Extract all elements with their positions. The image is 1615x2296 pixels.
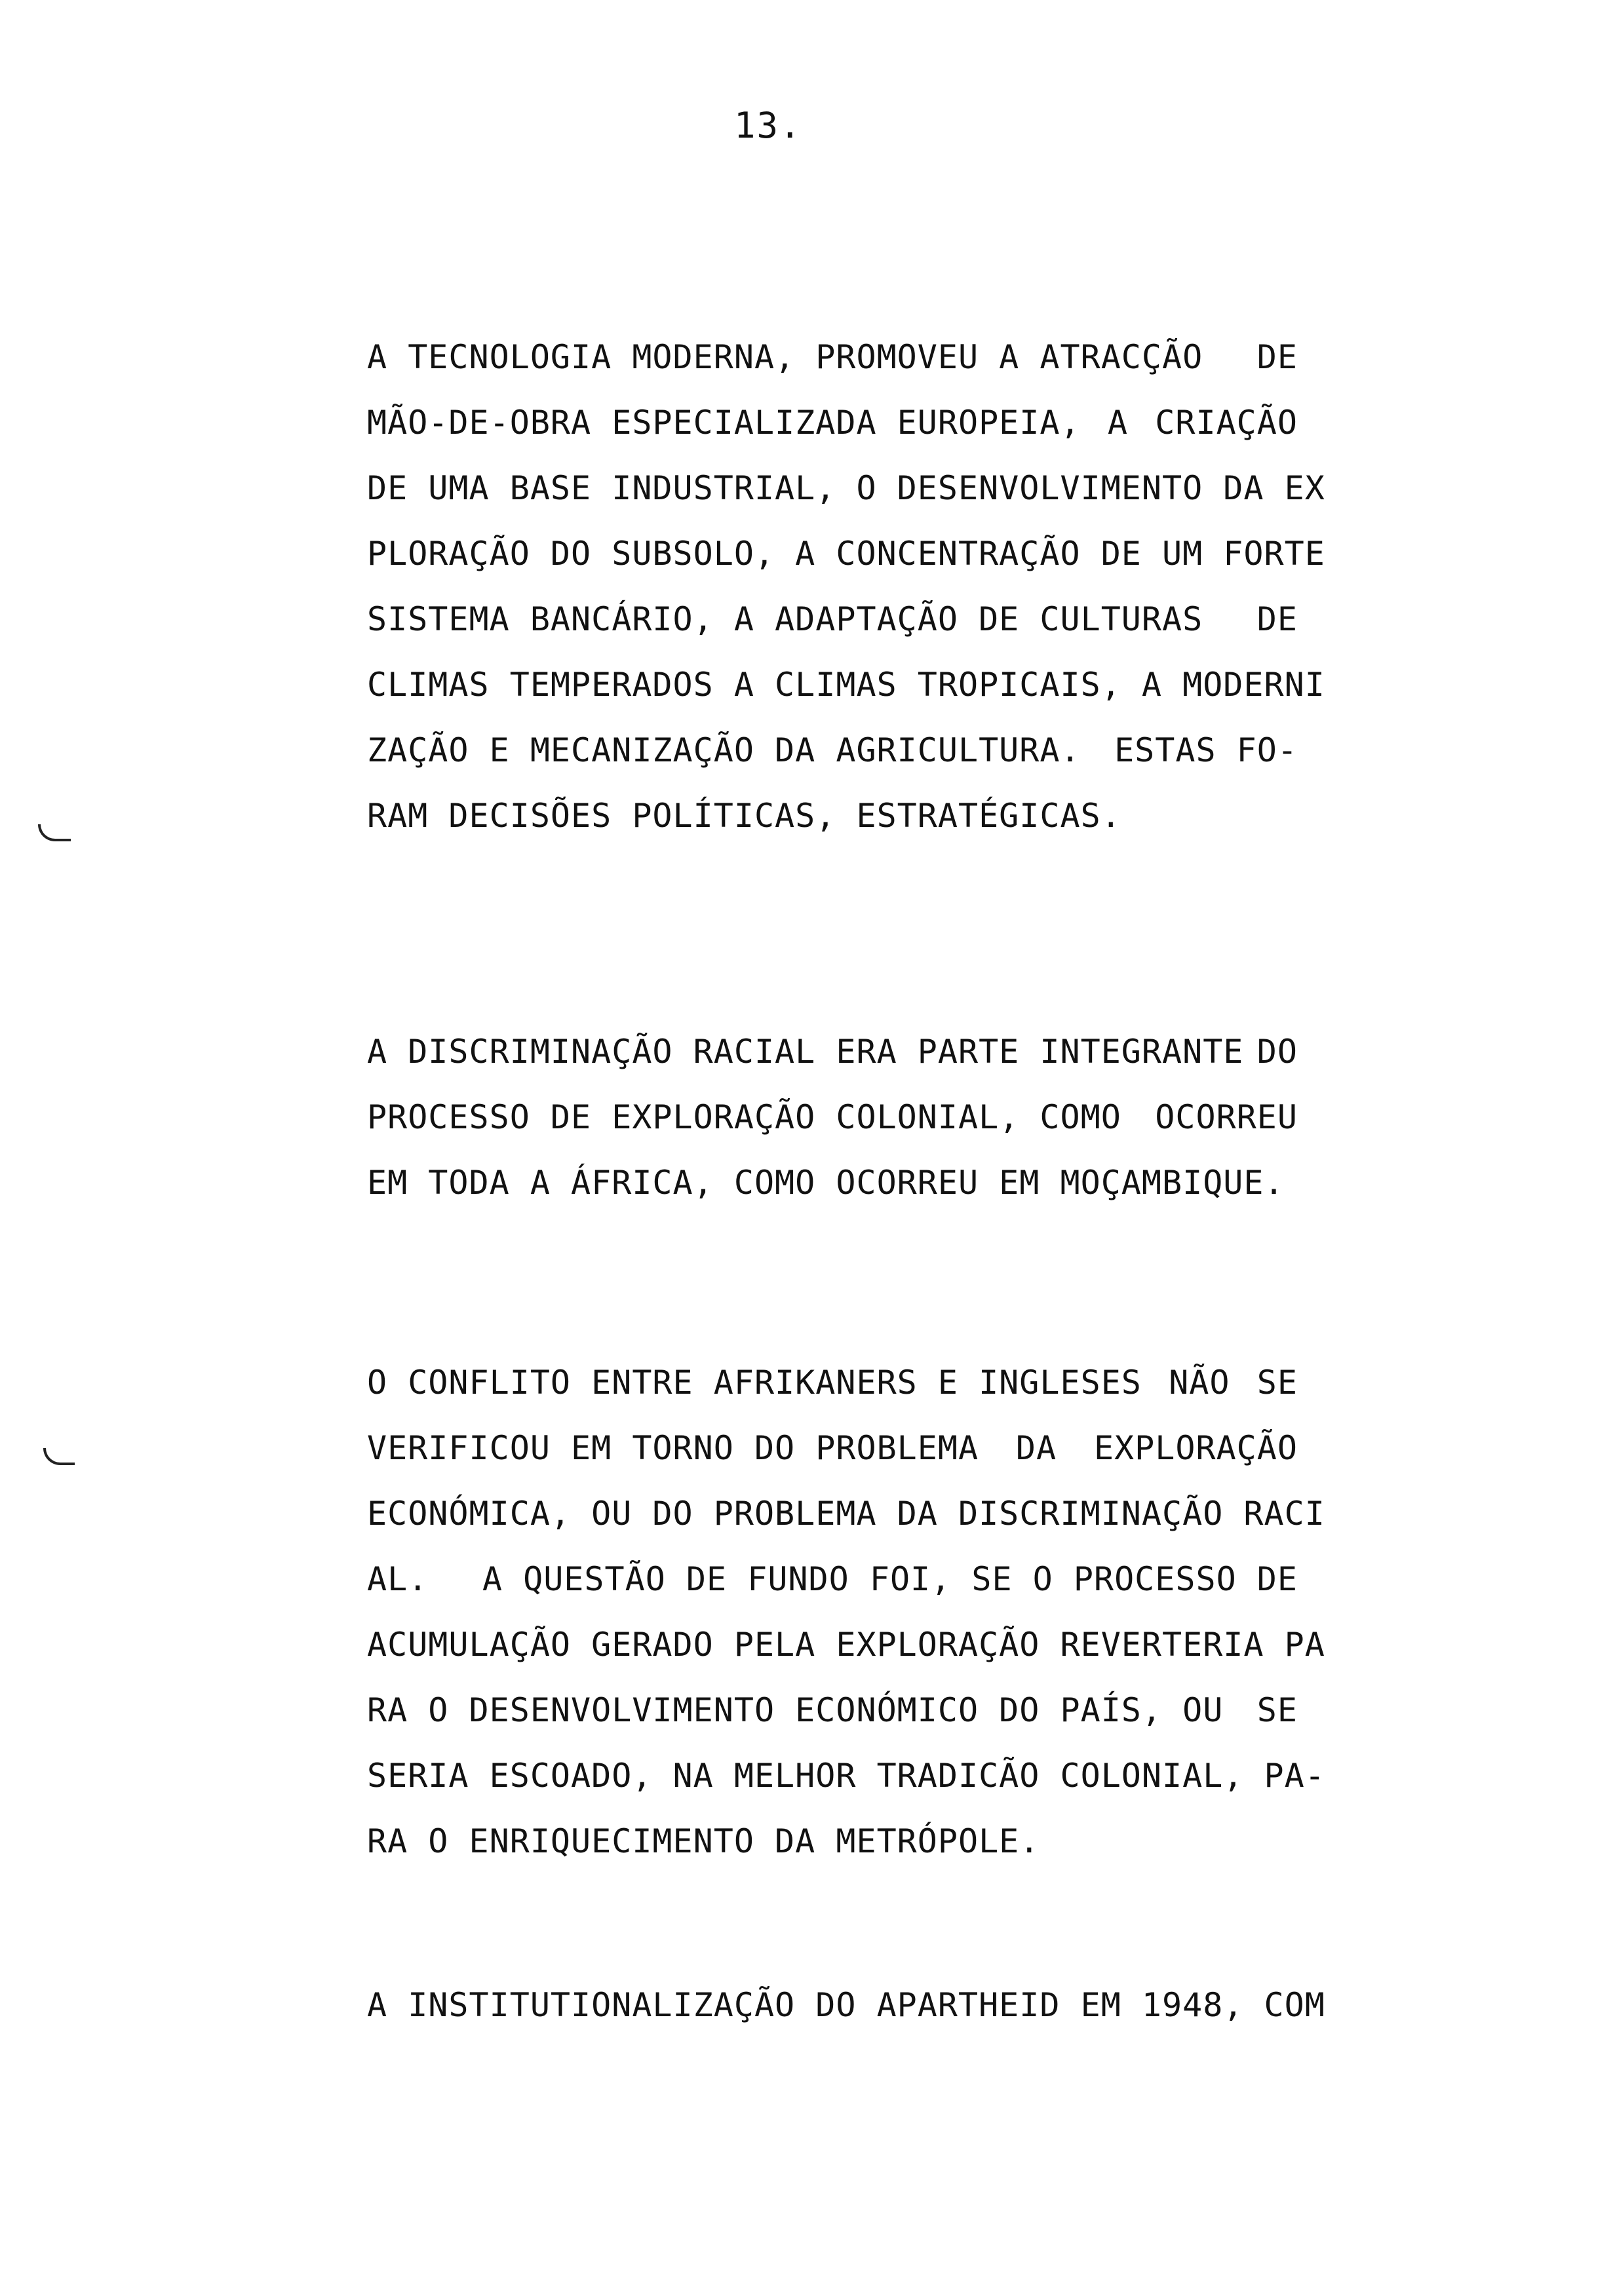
paragraph-conflict [367, 1350, 1325, 1874]
paragraph-discrimination [367, 1019, 1298, 1215]
text-segment: SE [1256, 1691, 1298, 1729]
text-line [367, 1350, 1298, 1415]
text-segment: DA [1015, 1429, 1057, 1467]
text-segment: ESTAS FO- [1114, 731, 1298, 769]
text-segment: A DISCRIMINAÇÃO RACIAL ERA PARTE INTEGRANTE [367, 1033, 1244, 1071]
text-line [367, 718, 1298, 783]
text-segment: MÃO-DE-OBRA ESPECIALIZADA EUROPEIA, [367, 404, 1081, 442]
text-line [367, 783, 1298, 849]
text-segment: RA O DESENVOLVIMENTO ECONÓMICO DO PAÍS, OU [367, 1691, 1224, 1729]
text-line [367, 1972, 1325, 2038]
text-segment: DE [1256, 600, 1298, 638]
text-line [367, 455, 1325, 521]
text-segment: DE [1256, 338, 1298, 376]
text-segment: ECONÓMICA, OU DO PROBLEMA DA DISCRIMINAÇÃO RACI [367, 1495, 1325, 1533]
text-line [367, 1150, 1298, 1215]
text-segment: AL. [367, 1560, 429, 1598]
text-line [367, 1019, 1298, 1084]
text-line [367, 1743, 1325, 1808]
text-line [367, 521, 1325, 586]
text-line [367, 586, 1298, 652]
text-segment: DE UMA BASE INDUSTRIAL, O DESENVOLVIMENTO DA EX [367, 469, 1325, 507]
text-line [367, 390, 1298, 455]
page-number: 13. [734, 105, 802, 146]
text-segment: DO [1256, 1033, 1298, 1071]
text-line [367, 1677, 1298, 1743]
text-segment: SERIA ESCOADO, NA MELHOR TRADICÃO COLONIAL, PA- [367, 1757, 1325, 1795]
text-segment: SISTEMA BANCÁRIO, A ADAPTAÇÃO DE CULTURAS [367, 600, 1203, 638]
text-segment: A INSTITUTIONALIZAÇÃO DO APARTHEID EM 1948, COM [367, 1986, 1325, 2024]
text-segment: PLORAÇÃO DO SUBSOLO, A CONCENTRAÇÃO DE UM FORTE [367, 535, 1325, 573]
margin-mark [43, 1448, 75, 1465]
text-segment: ZAÇÃO E MECANIZAÇÃO DA AGRICULTURA. [367, 731, 1081, 769]
text-segment: A QUESTÃO DE FUNDO FOI, SE O PROCESSO DE [482, 1560, 1298, 1598]
text-line [367, 652, 1325, 718]
text-line [367, 1546, 1298, 1612]
text-segment: SE [1256, 1364, 1298, 1402]
text-segment: ACUMULAÇÃO GERADO PELA EXPLORAÇÃO REVERTERIA PA [367, 1626, 1325, 1664]
text-line [367, 1481, 1325, 1546]
text-segment: CLIMAS TEMPERADOS A CLIMAS TROPICAIS, A MODERNI [367, 666, 1325, 704]
text-line [367, 1084, 1298, 1150]
text-segment: EM TODA A ÁFRICA, COMO OCORREU EM MOÇAMBIQUE. [367, 1164, 1285, 1202]
margin-mark [38, 824, 71, 841]
text-line [367, 1415, 1298, 1481]
text-segment: VERIFICOU EM TORNO DO PROBLEMA [367, 1429, 979, 1467]
text-segment: OCORREU [1155, 1098, 1298, 1136]
text-segment: CRIAÇÃO [1155, 404, 1298, 442]
text-segment: A TECNOLOGIA MODERNA, PROMOVEU A ATRACÇÃO [367, 338, 1203, 376]
text-segment: O CONFLITO ENTRE AFRIKANERS E INGLESES [367, 1364, 1142, 1402]
text-segment: RAM DECISÕES POLÍTICAS, ESTRATÉGICAS. [367, 797, 1121, 835]
text-segment: PROCESSO DE EXPLORAÇÃO COLONIAL, COMO [367, 1098, 1121, 1136]
text-segment: NÃO [1169, 1364, 1230, 1402]
text-segment: A [1107, 404, 1128, 442]
paragraph-technology [367, 324, 1325, 849]
text-segment: EXPLORAÇÃO [1093, 1429, 1298, 1467]
text-line [367, 1612, 1325, 1677]
paragraph-apartheid [367, 1972, 1325, 2038]
text-line [367, 1808, 1298, 1874]
text-segment: RA O ENRIQUECIMENTO DA METRÓPOLE. [367, 1822, 1040, 1860]
text-line [367, 324, 1298, 390]
